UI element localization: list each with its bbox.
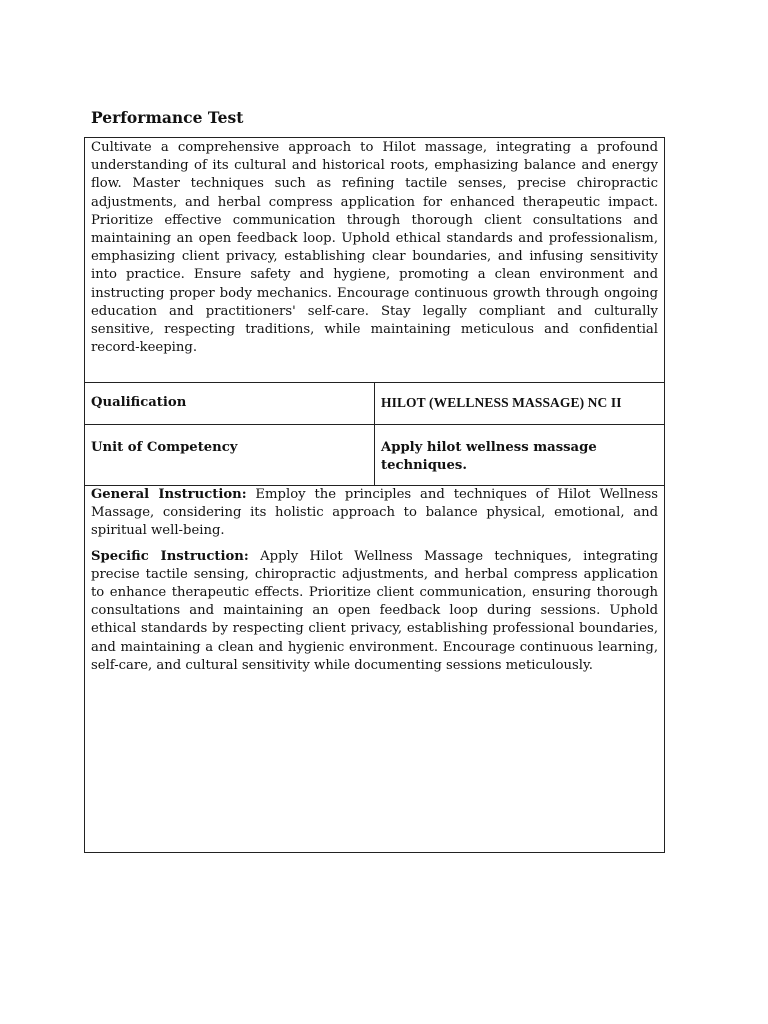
specific-instruction-label: Specific Instruction: <box>91 548 249 564</box>
general-instruction <box>91 486 658 541</box>
general-instruction-text: Employ the principles and techniques of Hilot Wellness Massage, considering its holistic approach to balance physical, emotional, and spiritual well-being. <box>91 487 659 539</box>
performance-test-table <box>84 137 665 853</box>
general-instruction-label: General Instruction: <box>91 487 247 502</box>
instructions-row <box>85 486 665 853</box>
qualification-label: Qualification <box>85 383 375 425</box>
specific-instruction <box>91 548 658 675</box>
intro-text: Cultivate a comprehensive approach to Hilot massage, integrating a profound understanding of its cultural and historical roots, emphasizing balance and energy flow. Master techniques such as refining tactile senses, precise chiropractic adjustments, and herbal compress application for enhanced therapeutic impact. Prioritize effective communication through thorough client consultations and maintaining an open feedback loop. Uphold ethical standards and professionalism, emphasizing client privacy, establishing clear boundaries, and infusing sensitivity into practice. Ensure safety and hygiene, promoting a clean environment and instructing proper body mechanics. Encourage continuous growth through ongoing education and practitioners' self-care. Stay legally compliant and culturally sensitive, respecting traditions, while maintaining meticulous and confidential record-keeping. <box>85 138 665 383</box>
intro-row <box>85 138 665 383</box>
qualification-row <box>85 383 665 425</box>
instructions-cell <box>85 486 665 853</box>
unit-of-competency-value: Apply hilot wellness massage techniques. <box>375 425 665 486</box>
unit-of-competency-label: Unit of Competency <box>85 425 375 486</box>
qualification-value: HILOT (WELLNESS MASSAGE) NC II <box>375 383 665 425</box>
unit-of-competency-row <box>85 425 665 486</box>
specific-instruction-text: Apply Hilot Wellness Massage techniques, integrating precise tactile sensing, chiropractic adjustments, and herbal compress application to enhance therapeutic effects. Prioritize client communication, ensuring thorough consultations and maintaining an open feedback loop during sessions. Uphold ethical standards by respecting client privacy, establishing professional boundaries, and maintaining a clean and hygienic environment. Encourage continuous learning, self-care, and cultural sensitivity while documenting sessions meticulously. <box>91 548 659 673</box>
page-title: Performance Test <box>91 108 244 127</box>
